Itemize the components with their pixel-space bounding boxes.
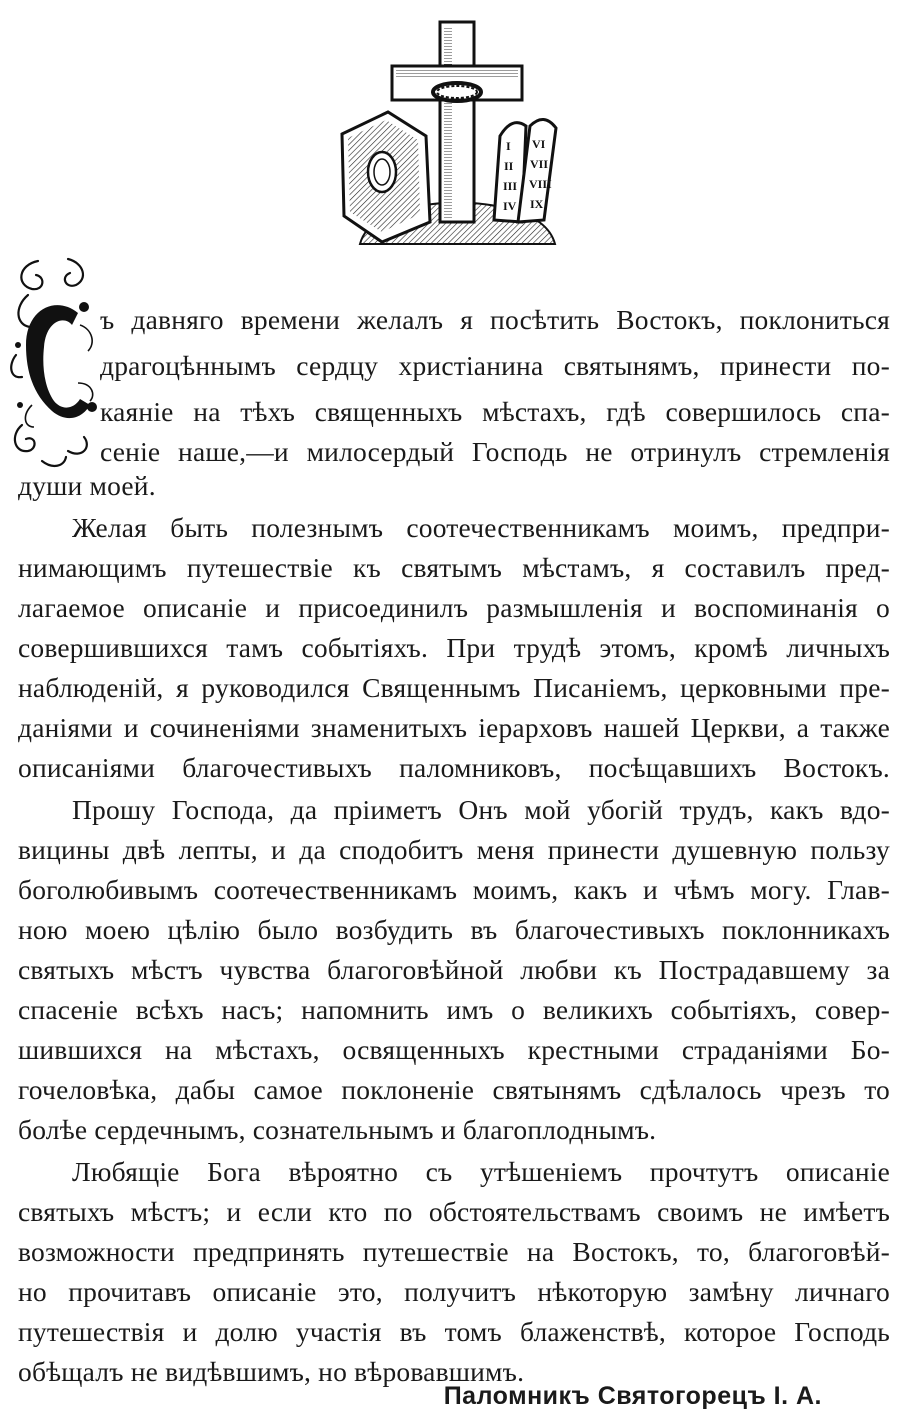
svg-text:IX: IX <box>530 197 544 211</box>
paragraph-2-line-7: описаніями благочестивыхъ паломниковъ, посѣщавшихъ Востокъ. <box>18 752 890 783</box>
svg-text:VIII: VIII <box>529 177 552 191</box>
paragraph-3-line-9: болѣе сердечнымъ, сознательнымъ и благоплоднымъ. <box>18 1114 657 1145</box>
paragraph-3-line-5: святыхъ мѣстъ чувства благоговѣйной любви къ Пострадавшему за <box>18 954 890 985</box>
paragraph-3-line-8: гочеловѣка, дабы самое поклоненіе святынямъ сдѣлалось чрезъ то <box>18 1074 890 1105</box>
paragraph-4-line-3: возможности предпринять путешествіе на Востокъ, то, благоговѣй- <box>18 1236 890 1267</box>
paragraph-1-line-5: души моей. <box>18 470 156 501</box>
paragraph-4-line-4: но прочитавъ описаніе это, получитъ нѣкоторую замѣну личнаго <box>18 1276 890 1307</box>
paragraph-3-line-3: боголюбивымъ соотечественникамъ моимъ, какъ и чѣмъ могу. Глав- <box>18 874 890 905</box>
svg-text:I: I <box>506 139 511 153</box>
paragraph-3-line-1: Прошу Господа, да пріиметъ Онъ мой убогій трудъ, какъ вдо- <box>72 794 890 825</box>
paragraph-4-line-6: обѣщалъ не видѣвшимъ, но вѣровавшимъ. <box>18 1356 525 1387</box>
paragraph-3-line-6: спасеніе всѣхъ насъ; напомнить имъ о великихъ событіяхъ, совер- <box>18 994 890 1025</box>
paragraph-4-line-5: путешествія и долю участія въ томъ блаженствѣ, которое Господь <box>18 1316 890 1347</box>
paragraph-3-line-2: вицины двѣ лепты, и да сподобитъ меня принести душевную пользу <box>18 834 890 865</box>
paragraph-1-line-3: каяніе на тѣхъ священныхъ мѣстахъ, гдѣ совершилось спа- <box>100 396 890 427</box>
cross-book-tablets-icon <box>330 16 585 248</box>
paragraph-1-line-1: ъ давняго времени желалъ я посѣтить Востокъ, поклониться <box>100 304 890 335</box>
paragraph-2-line-4: совершившихся тамъ событіяхъ. При трудѣ этомъ, кромѣ личныхъ <box>18 632 890 663</box>
paragraph-2-line-5: наблюденій, я руководился Священнымъ Писаніемъ, церковными пре- <box>18 672 890 703</box>
svg-text:II: II <box>504 159 514 173</box>
ornamental-initial-s-icon <box>8 255 100 470</box>
paragraph-4-line-2: святыхъ мѣстъ; и если кто по обстоятельствамъ своимъ не имѣетъ <box>18 1196 890 1227</box>
author-signature: Паломникъ Святогорецъ І. А. <box>443 1382 822 1410</box>
svg-text:IV: IV <box>503 199 517 213</box>
paragraph-4-line-1: Любящіе Бога вѣроятно съ утѣшеніемъ прочтутъ описаніе <box>72 1156 890 1187</box>
paragraph-2-line-1: Желая быть полезнымъ соотечественникамъ моимъ, предпри- <box>72 512 890 543</box>
paragraph-3-line-7: шившихся на мѣстахъ, освященныхъ крестными страданіями Бо- <box>18 1034 890 1065</box>
paragraph-1-line-2: драгоцѣннымъ сердцу христіанина святынямъ, принести по- <box>100 350 890 381</box>
paragraph-2-line-2: нимающимъ путешествіе къ святымъ мѣстамъ, я составилъ пред- <box>18 552 890 583</box>
svg-text:III: III <box>503 179 518 193</box>
svg-text:VII: VII <box>530 157 549 171</box>
svg-text:VI: VI <box>532 137 546 151</box>
paragraph-2-line-3: лагаемое описаніе и присоединилъ размышленія и воспоминанія о <box>18 592 890 623</box>
paragraph-2-line-6: даніями и сочиненіями знаменитыхъ іерарховъ нашей Церкви, а также <box>18 712 890 743</box>
paragraph-3-line-4: ною моею цѣлію было возбудить въ благочестивыхъ поклонникахъ <box>18 914 890 945</box>
paragraph-1-line-4: сеніе наше,—и милосердый Господь не отринулъ стремленія <box>100 436 890 467</box>
